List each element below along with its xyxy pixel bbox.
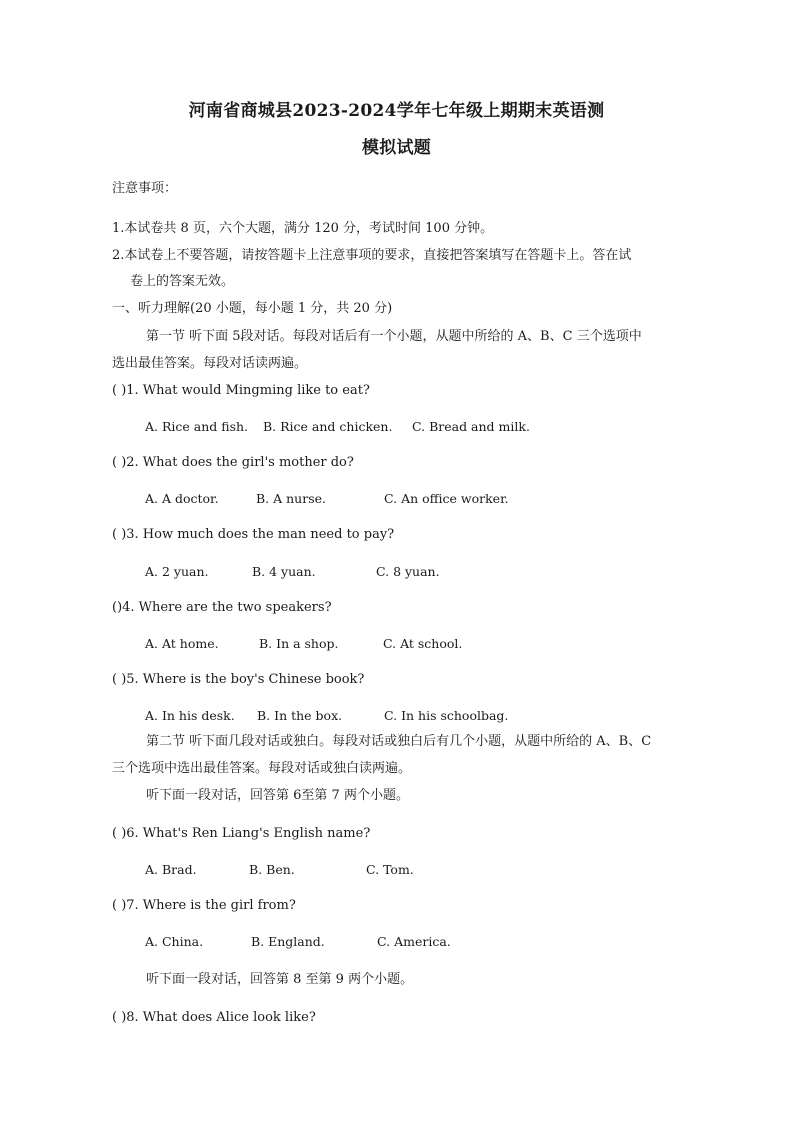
question-5-option-a: A. In his desk. (145, 708, 235, 723)
exam-title-line2: 模拟试题 (361, 138, 432, 158)
question-7-option-c: C. America. (377, 934, 451, 949)
part2-instruction-cont: 三个选项中选出最佳答案。每段对话或独白读两遍。 (112, 761, 412, 776)
question-6-option-c: C. Tom. (366, 862, 414, 877)
question-1-option-c: C. Bread and milk. (412, 419, 530, 434)
question-5-option-b: B. In the box. (257, 708, 343, 723)
question-2-option-c: C. An office worker. (384, 491, 509, 506)
question-2: ( )2. What does the girl's mother do? (112, 455, 354, 470)
question-3-option-b: B. 4 yuan. (252, 564, 316, 579)
question-8: ( )8. What does Alice look like? (112, 1010, 316, 1025)
question-1-option-b: B. Rice and chicken. (263, 419, 393, 434)
question-5-option-c: C. In his schoolbag. (384, 708, 509, 723)
notice-item-2-cont: 卷上的答案无效。 (130, 274, 235, 289)
question-7-option-a: A. China. (145, 934, 204, 949)
question-3: ( )3. How much does the man need to pay? (112, 527, 395, 542)
notice-item-1: 1.本试卷共 8 页，六个大题，满分 120 分，考试时间 100 分钟。 (112, 221, 494, 236)
exam-title-line1: 河南省商城县2023-2024学年七年级上期期末英语测 (188, 101, 605, 121)
question-5: ( )5. Where is the boy's Chinese book? (112, 672, 365, 687)
question-7-option-b: B. England. (251, 934, 325, 949)
question-2-option-b: B. A nurse. (256, 491, 326, 506)
question-6-option-b: B. Ben. (249, 862, 295, 877)
section-heading-listening: 一、听力理解(20 小题，每小题 1 分，共 20 分) (112, 301, 393, 316)
notice-item-2: 2.本试卷上不要答题，请按答题卡上注意事项的要求，直接把答案填写在答题卡上。答在试 (112, 248, 632, 263)
question-2-option-a: A. A doctor. (145, 491, 219, 506)
part2-instruction: 第二节 听下面几段对话或独白。每段对话或独白后有几个小题，从题中所给的 A、B、C (146, 734, 652, 749)
part1-instruction: 第一节 听下面 5段对话。每段对话后有一个小题，从题中所给的 A、B、C 三个选项中 (146, 329, 642, 344)
question-6: ( )6. What's Ren Liang's English name? (112, 826, 371, 841)
notice-heading: 注意事项： (112, 181, 178, 196)
question-4: ()4. Where are the two speakers? (112, 600, 332, 615)
question-1-option-a: A. Rice and fish. (145, 419, 249, 434)
dialog-instruction-6-7: 听下面一段对话，回答第 6至第 7 两个小题。 (146, 788, 409, 803)
dialog-instruction-8-9: 听下面一段对话，回答第 8 至第 9 两个小题。 (146, 972, 414, 987)
question-3-option-c: C. 8 yuan. (376, 564, 440, 579)
question-4-option-c: C. At school. (383, 636, 463, 651)
question-4-option-b: B. In a shop. (259, 636, 339, 651)
part1-instruction-cont: 选出最佳答案。每段对话读两遍。 (112, 356, 308, 371)
question-4-option-a: A. At home. (145, 636, 219, 651)
question-7: ( )7. Where is the girl from? (112, 898, 296, 913)
question-6-option-a: A. Brad. (145, 862, 197, 877)
question-3-option-a: A. 2 yuan. (145, 564, 209, 579)
question-1: ( )1. What would Mingming like to eat? (112, 383, 370, 398)
